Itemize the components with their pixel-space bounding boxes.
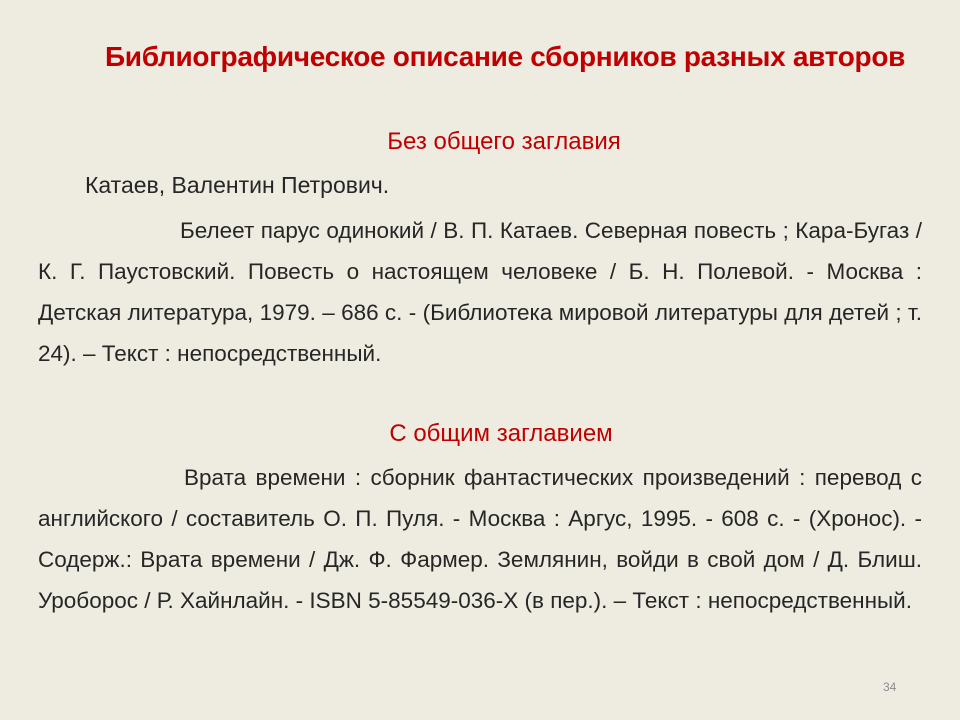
author-name: Катаев, Валентин Петрович. (85, 172, 390, 198)
bibliographic-entry-1 (38, 210, 922, 374)
page-number: 34 (883, 680, 897, 694)
bibliographic-entry-2 (38, 457, 922, 621)
section-heading-with-common-title: С общим заглавием (389, 420, 613, 447)
entry-2-text: Врата времени : сборник фантастических произведений : перевод с английского / составитель О. П. Пуля. - Москва : Аргус, 1995. - 608 с. - (Хронос). - Содерж.: Врата времени / Дж. Ф. Фармер. Землянин, войди в свой дом / Д. Блиш. Уроборос / Р. Хайнлайн. - ISBN 5-85549-036-X (в пер.). – Текст : непосредственный. (38, 465, 922, 613)
slide-title: Библиографическое описание сборников разных авторов (104, 41, 906, 72)
entry-1-text: Белеет парус одинокий / В. П. Катаев. Северная повесть ; Кара-Бугаз / К. Г. Паустовский. Повесть о настоящем человеке / Б. Н. Полевой. - Москва : Детская литература, 1979. – 686 с. - (Библиотека мировой литературы для детей ; т. 24). – Текст : непосредственный. (38, 218, 922, 366)
section-heading-no-common-title: Без общего заглавия (387, 128, 621, 155)
